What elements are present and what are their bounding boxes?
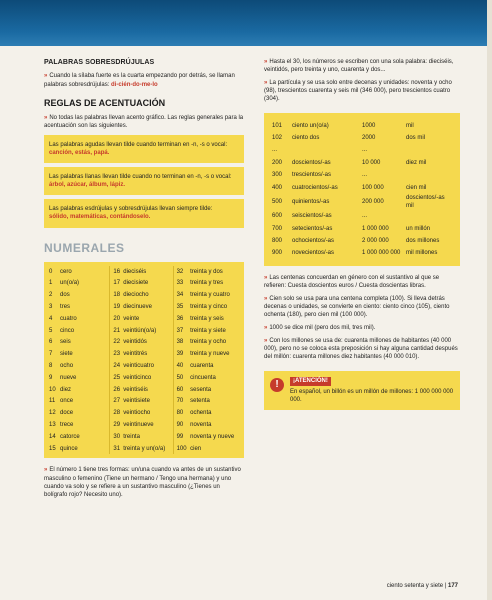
table-row bbox=[270, 247, 454, 259]
number-word-cell: nueve bbox=[60, 374, 77, 381]
numerales-note-text: El número 1 tiene tres formas: un/una cuando va antes de un sustantivo masculino o femenino (Tiene un hermano / Tengo una hermana) y uno cuando va solo y se refiere a un sustantivo masculino (¿Tienes un bolígrafo rojo? Necesito uno). bbox=[44, 467, 241, 498]
number-word-cell: veintiséis bbox=[123, 386, 148, 393]
number-word-cell: treinta y cuatro bbox=[190, 292, 230, 299]
number-digit-cell: 31 bbox=[110, 443, 122, 455]
number-digit-cell: 28 bbox=[110, 407, 122, 419]
table-row bbox=[48, 431, 240, 443]
number-word-cell: cuatrocientos/-as bbox=[292, 184, 338, 191]
right-column bbox=[264, 58, 460, 410]
number-word-cell: doscientos/-as bbox=[292, 159, 331, 166]
right-paragraph-4 bbox=[264, 295, 460, 319]
number-word-cell: veintiocho bbox=[123, 410, 151, 417]
number-word-cell: catorce bbox=[60, 433, 80, 440]
number-word-cell: treinta y nueve bbox=[190, 351, 230, 358]
number-word-cell: noventa bbox=[190, 421, 212, 428]
number-digit-cell: 25 bbox=[110, 372, 122, 384]
number-digit-cell: ... bbox=[272, 147, 278, 154]
number-word-cell: treinta y seis bbox=[190, 315, 224, 322]
table-row bbox=[270, 132, 454, 144]
table-row bbox=[48, 313, 240, 325]
number-digit-cell: 60 bbox=[173, 384, 189, 396]
table-row bbox=[48, 407, 240, 419]
sobresdrujulas-example: di-cién-do-me-lo bbox=[111, 81, 158, 88]
number-digit-cell: 8 bbox=[49, 362, 53, 369]
right-paragraph-2-text: La partícula y se usa solo entre decenas y unidades: noventa y ocho (98), trescientos cuarenta y seis mil (346 000), pero trescientos cuatro (304). bbox=[264, 80, 452, 103]
arrow-icon: » bbox=[44, 467, 48, 474]
number-word-cell: quinientos/-as bbox=[292, 198, 330, 205]
number-word-cell: veinte bbox=[123, 315, 140, 322]
table-row bbox=[48, 325, 240, 337]
number-word-cell: veintisiete bbox=[123, 398, 150, 405]
number-word-cell bbox=[290, 144, 360, 156]
number-word-cell bbox=[404, 169, 454, 181]
arrow-icon: » bbox=[264, 295, 268, 302]
number-digit-cell: ... bbox=[362, 213, 368, 220]
table-row bbox=[48, 419, 240, 431]
number-word-cell: trece bbox=[60, 421, 74, 428]
table-row bbox=[48, 395, 240, 407]
number-digit-cell: 23 bbox=[110, 348, 122, 360]
table-row bbox=[48, 301, 240, 313]
numbers-table bbox=[44, 262, 244, 459]
number-digit-cell: 4 bbox=[49, 315, 53, 322]
number-word-cell: dos millones bbox=[406, 237, 440, 244]
number-word-cell: diez mil bbox=[406, 159, 427, 166]
table-row bbox=[270, 169, 454, 181]
number-word-cell: treinta bbox=[123, 433, 140, 440]
hundreds-table-body bbox=[270, 119, 454, 259]
number-word-cell: treinta y un(o/a) bbox=[123, 445, 166, 452]
table-row bbox=[270, 235, 454, 247]
number-digit-cell: 70 bbox=[173, 395, 189, 407]
table-row bbox=[48, 278, 240, 290]
number-word-cell: cuarenta bbox=[190, 362, 214, 369]
table-row bbox=[48, 372, 240, 384]
table-row bbox=[48, 266, 240, 278]
sobresdrujulas-paragraph bbox=[44, 72, 244, 88]
right-paragraph-3-text: Las centenas concuerdan en género con el sustantivo al que se refieren: Cuesta doscientos euros / Cuesta doscientas libras. bbox=[264, 274, 440, 289]
number-word-cell: veinticinco bbox=[123, 374, 152, 381]
number-digit-cell: 200 000 bbox=[362, 198, 384, 205]
top-color-band bbox=[0, 0, 492, 46]
number-digit-cell: 29 bbox=[110, 419, 122, 431]
number-word-cell: ochocientos/-as bbox=[292, 237, 335, 244]
numbers-table-body bbox=[48, 266, 240, 455]
number-digit-cell: 20 bbox=[110, 313, 122, 325]
number-digit-cell: 27 bbox=[110, 395, 122, 407]
number-word-cell: doscientos/-as mil bbox=[406, 194, 445, 209]
table-row bbox=[48, 348, 240, 360]
number-digit-cell: 16 bbox=[110, 266, 122, 278]
right-paragraph-5 bbox=[264, 324, 460, 332]
number-digit-cell: 5 bbox=[49, 327, 53, 334]
rule-esdrujulas-examples: sólido, matemáticas, contándoselo. bbox=[49, 214, 151, 221]
table-row bbox=[270, 210, 454, 222]
number-word-cell: mil bbox=[406, 122, 414, 129]
number-digit-cell: 9 bbox=[49, 374, 53, 381]
table-row bbox=[48, 336, 240, 348]
page-edge bbox=[487, 0, 492, 600]
number-digit-cell: ... bbox=[362, 172, 368, 179]
number-word-cell: cinco bbox=[60, 327, 75, 334]
number-digit-cell: 2000 bbox=[362, 135, 376, 141]
number-word-cell: treinta y ocho bbox=[190, 339, 227, 346]
number-word-cell: sesenta bbox=[190, 386, 212, 393]
right-paragraph-6-text: Con los millones se usa de: cuarenta millones de habitantes (40 000 000), pero no se coloca esta preposición si hay alguna cantidad después del millón: cuarenta millones diez habitantes (40 000 010). bbox=[264, 338, 458, 361]
number-word-cell: quince bbox=[60, 445, 78, 452]
number-word-cell: ciento dos bbox=[292, 135, 320, 141]
arrow-icon: » bbox=[264, 80, 268, 87]
number-digit-cell: 15 bbox=[49, 445, 56, 452]
attention-text: En español, un billón es un millón de millones: 1 000 000 000 000. bbox=[290, 388, 454, 403]
arrow-icon: » bbox=[44, 73, 48, 80]
number-word-cell: dieciséis bbox=[123, 268, 147, 275]
number-digit-cell: 37 bbox=[173, 325, 189, 337]
number-digit-cell: 7 bbox=[49, 351, 53, 358]
number-digit-cell: 0 bbox=[49, 268, 53, 275]
arrow-icon: » bbox=[264, 325, 268, 332]
right-paragraph-2 bbox=[264, 79, 460, 103]
numerales-note bbox=[44, 466, 244, 498]
sobresdrujulas-text: Cuando la sílaba fuerte es la cuarta empezando por detrás, se llaman palabras sobresdrújulas: bbox=[44, 73, 235, 88]
page-footer: ciento setenta y siete | 177 bbox=[386, 582, 458, 589]
number-word-cell bbox=[404, 210, 454, 222]
number-word-cell: cien bbox=[190, 445, 202, 452]
number-digit-cell: 900 bbox=[272, 250, 283, 257]
number-digit-cell: 34 bbox=[173, 289, 189, 301]
number-digit-cell: 22 bbox=[110, 336, 122, 348]
number-digit-cell: 40 bbox=[173, 360, 189, 372]
number-word-cell: dieciocho bbox=[123, 292, 149, 299]
table-row bbox=[48, 289, 240, 301]
table-row bbox=[48, 384, 240, 396]
hundreds-table bbox=[264, 113, 460, 265]
number-digit-cell: 13 bbox=[49, 421, 56, 428]
number-digit-cell: 102 bbox=[272, 135, 283, 141]
number-digit-cell: 36 bbox=[173, 313, 189, 325]
right-paragraph-1 bbox=[264, 58, 460, 74]
number-digit-cell: 10 bbox=[49, 386, 56, 393]
number-digit-cell: 90 bbox=[173, 419, 189, 431]
number-digit-cell: 30 bbox=[110, 431, 122, 443]
number-digit-cell: 80 bbox=[173, 407, 189, 419]
exclamation-icon: ! bbox=[270, 378, 284, 392]
number-word-cell: diecinueve bbox=[123, 303, 152, 310]
rule-agudas-examples: canción, estás, papá. bbox=[49, 150, 110, 157]
arrow-icon: » bbox=[264, 274, 268, 281]
number-word-cell: once bbox=[60, 398, 74, 405]
table-row bbox=[270, 157, 454, 169]
acentuacion-intro bbox=[44, 114, 244, 130]
number-word-cell: treinta y dos bbox=[190, 268, 223, 275]
rule-llanas-text: Las palabras llanas llevan tilde cuando no terminan en -n, -s o vocal: bbox=[49, 174, 232, 181]
number-word-cell: setecientos/-as bbox=[292, 225, 333, 232]
number-word-cell: novecientos/-as bbox=[292, 250, 335, 257]
number-digit-cell: 38 bbox=[173, 336, 189, 348]
number-digit-cell: 11 bbox=[49, 398, 56, 405]
number-digit-cell: 39 bbox=[173, 348, 189, 360]
number-digit-cell: 24 bbox=[110, 360, 122, 372]
rule-esdrujulas-box bbox=[44, 199, 244, 227]
number-word-cell: seiscientos/-as bbox=[292, 213, 332, 220]
number-digit-cell: 10 000 bbox=[362, 159, 381, 166]
number-digit-cell: 17 bbox=[110, 278, 122, 290]
number-digit-cell: 600 bbox=[272, 213, 283, 220]
number-digit-cell: 800 bbox=[272, 237, 283, 244]
acentuacion-intro-text: No todas las palabras llevan acento gráfico. Las reglas generales para la acentuación son las siguientes. bbox=[44, 114, 244, 129]
number-word-cell: seis bbox=[60, 339, 71, 346]
page-number-words: ciento setenta y siete bbox=[386, 582, 444, 589]
right-paragraph-4-text: Cien solo se usa para una centena completa (100). Si lleva detrás decenas o unidades, se convierte en ciento: ciento cinco (105), ciento ochenta (180), pero cien mil (100 000). bbox=[264, 295, 450, 318]
number-word-cell: noventa y nueve bbox=[190, 433, 235, 440]
number-word-cell: cuatro bbox=[60, 315, 77, 322]
right-paragraph-6 bbox=[264, 337, 460, 361]
number-digit-cell: 12 bbox=[49, 410, 56, 417]
number-word-cell: ocho bbox=[60, 362, 74, 369]
number-digit-cell: ... bbox=[362, 147, 368, 154]
number-word-cell: treinta y siete bbox=[190, 327, 226, 334]
number-word-cell: trescientos/-as bbox=[292, 172, 332, 179]
number-digit-cell: 21 bbox=[110, 325, 122, 337]
table-row bbox=[48, 443, 240, 455]
number-word-cell: un millón bbox=[406, 225, 431, 232]
attention-box bbox=[264, 371, 460, 409]
number-word-cell: cero bbox=[60, 268, 72, 275]
left-column bbox=[44, 58, 244, 504]
table-row bbox=[48, 360, 240, 372]
number-digit-cell: 700 bbox=[272, 225, 283, 232]
number-word-cell: siete bbox=[60, 351, 73, 358]
number-word-cell: ciento un(o/a) bbox=[292, 122, 329, 129]
number-word-cell: veinticuatro bbox=[123, 362, 154, 369]
number-word-cell: veintiún(o/a) bbox=[123, 327, 157, 334]
number-word-cell: treinta y cinco bbox=[190, 303, 228, 310]
number-word-cell: veintitrés bbox=[123, 351, 148, 358]
number-digit-cell: 35 bbox=[173, 301, 189, 313]
number-digit-cell: 2 bbox=[49, 292, 53, 299]
number-word-cell: tres bbox=[60, 303, 71, 310]
number-digit-cell: 26 bbox=[110, 384, 122, 396]
number-word-cell bbox=[404, 144, 454, 156]
number-digit-cell: 1 000 000 bbox=[362, 225, 389, 232]
acentuacion-heading: REGLAS DE ACENTUACIÓN bbox=[44, 97, 166, 108]
number-word-cell: cien mil bbox=[406, 184, 427, 191]
number-word-cell: ochenta bbox=[190, 410, 212, 417]
number-digit-cell: 1 bbox=[49, 280, 53, 287]
number-digit-cell: 19 bbox=[110, 301, 122, 313]
number-word-cell: setenta bbox=[190, 398, 210, 405]
number-word-cell: diecisiete bbox=[123, 280, 149, 287]
number-digit-cell: 1000 bbox=[362, 122, 376, 129]
number-digit-cell: 2 000 000 bbox=[362, 237, 389, 244]
number-digit-cell: 33 bbox=[173, 278, 189, 290]
number-word-cell: cincuenta bbox=[190, 374, 216, 381]
number-word-cell: diez bbox=[60, 386, 72, 393]
number-word-cell: un(o/a) bbox=[60, 280, 80, 287]
page-number: 177 bbox=[447, 582, 458, 589]
number-word-cell: dos bbox=[60, 292, 70, 299]
table-row bbox=[270, 144, 454, 156]
arrow-icon: » bbox=[264, 59, 268, 65]
table-row bbox=[270, 181, 454, 193]
attention-title: ¡ATENCIÓN! bbox=[290, 377, 331, 385]
table-row bbox=[270, 194, 454, 210]
number-digit-cell: 32 bbox=[173, 266, 189, 278]
rule-esdrujulas-text: Las palabras esdrújulas y sobresdrújulas llevan siempre tilde: bbox=[49, 206, 213, 213]
rule-agudas-box bbox=[44, 135, 244, 163]
number-digit-cell: 50 bbox=[173, 372, 189, 384]
number-digit-cell: 500 bbox=[272, 198, 283, 205]
arrow-icon: » bbox=[264, 338, 268, 345]
rule-agudas-text: Las palabras agudas llevan tilde cuando terminan en -n, -s o vocal: bbox=[49, 141, 228, 148]
number-word-cell: mil millones bbox=[406, 250, 438, 257]
number-digit-cell: 3 bbox=[49, 303, 53, 310]
number-digit-cell: 400 bbox=[272, 184, 283, 191]
number-digit-cell: 100 000 bbox=[362, 184, 384, 191]
right-paragraph-3 bbox=[264, 274, 460, 290]
number-word-cell: dos mil bbox=[406, 135, 426, 141]
sobresdrujulas-heading: PALABRAS SOBRESDRÚJULAS bbox=[44, 59, 155, 66]
number-word-cell: doce bbox=[60, 410, 74, 417]
rule-llanas-examples: árbol, azúcar, álbum, lápiz. bbox=[49, 182, 126, 189]
rule-llanas-box bbox=[44, 167, 244, 195]
number-word-cell: veintidós bbox=[123, 339, 147, 346]
number-digit-cell: 300 bbox=[272, 172, 283, 179]
number-digit-cell: 6 bbox=[49, 339, 53, 346]
table-row bbox=[270, 119, 454, 131]
number-digit-cell: 1 000 000 000 bbox=[362, 250, 401, 257]
numerales-heading: NUMERALES bbox=[44, 240, 125, 255]
right-paragraph-1-text: Hasta el 30, los números se escriben con una sola palabra: dieciséis, veintidós, pero treinta y uno, cuarenta y dos... bbox=[264, 59, 454, 74]
number-digit-cell: 200 bbox=[272, 159, 283, 166]
number-digit-cell: 100 bbox=[173, 443, 189, 455]
number-digit-cell: 99 bbox=[173, 431, 189, 443]
number-word-cell: veintinueve bbox=[123, 421, 154, 428]
right-paragraph-5-text: 1000 se dice mil (pero dos mil, tres mil). bbox=[269, 325, 376, 332]
table-row bbox=[270, 222, 454, 234]
number-digit-cell: 14 bbox=[49, 433, 56, 440]
number-digit-cell: 101 bbox=[272, 122, 283, 129]
number-digit-cell: 18 bbox=[110, 289, 122, 301]
arrow-icon: » bbox=[44, 114, 48, 121]
number-word-cell: treinta y tres bbox=[190, 280, 224, 287]
